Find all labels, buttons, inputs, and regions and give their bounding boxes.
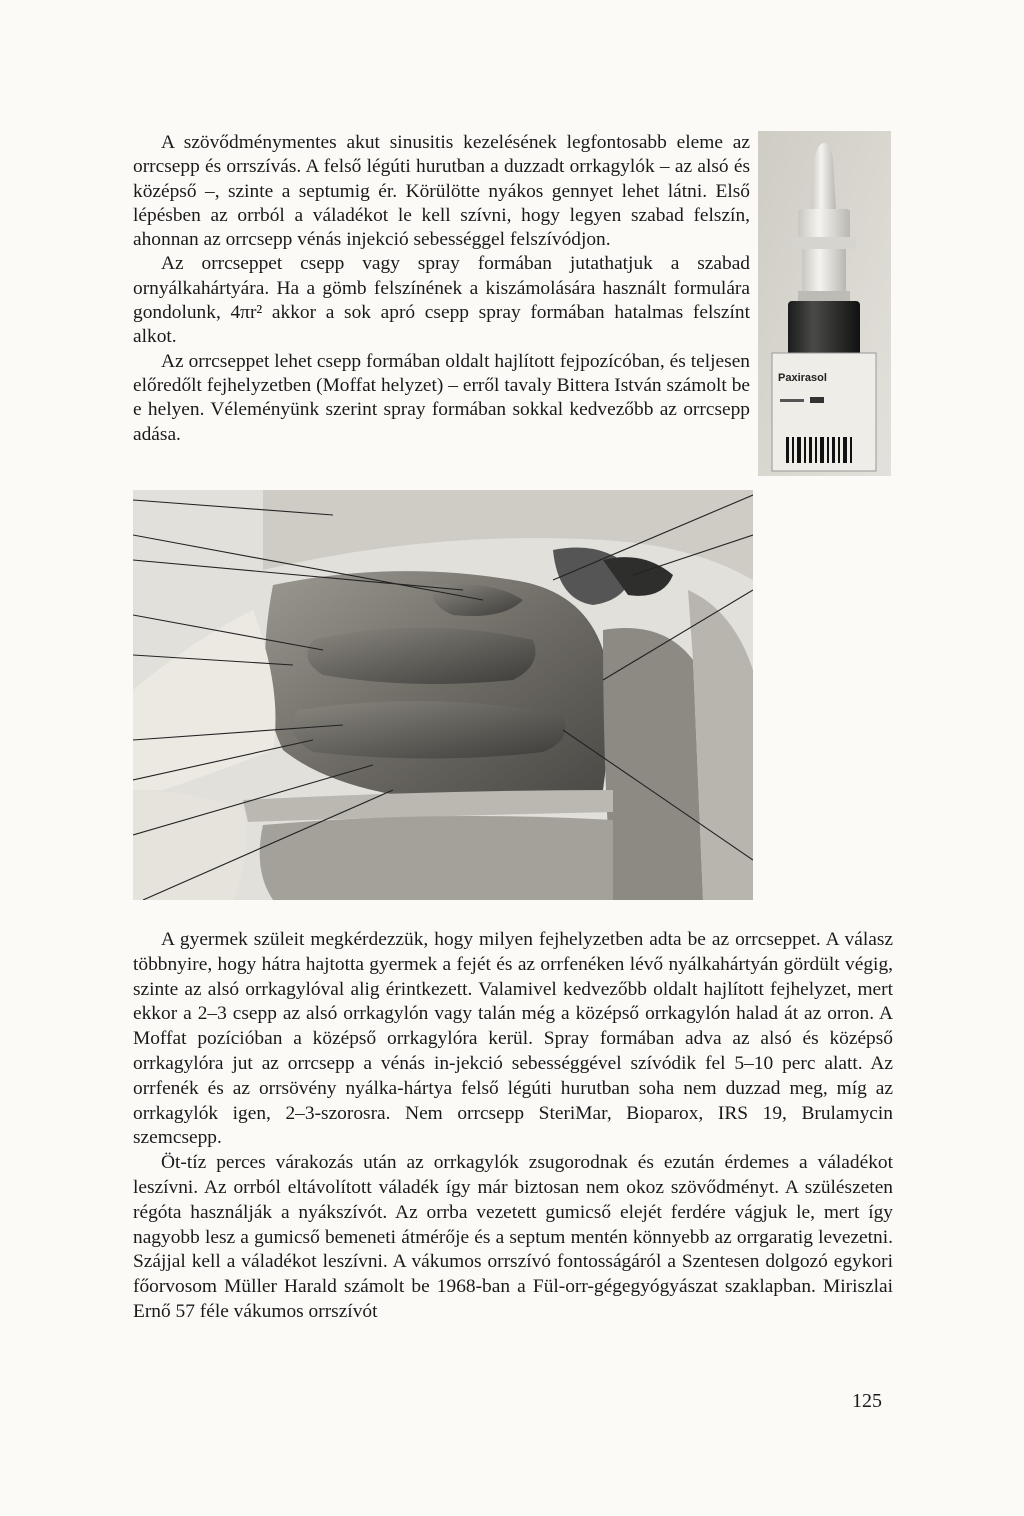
paragraph-sinusitis: A szövődménymentes akut sinusitis kezelésének legfontosabb eleme az orrcsepp és orrszívás. A felső légúti hurutban a duzzadt orrkagylók – az alsó és középső –, szinte a septumig ér. Körülötte nyákos gennyet lehet látni. Első lépésben az orrból a váladékot le kell szívni, hogy legyen szabad felszín, ahonnan az orrcsepp vénás injekció sebességgel felszívódjon. xyxy=(133,132,750,251)
nasal-cavity-anatomy-figure xyxy=(133,490,753,900)
nasal-spray-bottle-illustration xyxy=(758,131,891,476)
paragraph-aspiration: Öt-tíz perces várakozás után az orrkagylók zsugorodnak és ezután érdemes a váladékot leszívni. Az orrból eltávolított váladék így már biztosan nem okoz szövődményt. A szülészeten régóta használják a nyákszívót. Az orrba vezetett gumicső elejét ferdére vágjuk le, mert így nagyobb lesz a gumicső bemeneti átmérője és a septum mentén könnyebb az orrgaratig levezetni. Szájjal kell a váladékot leszívni. A vákumos orrszívó fontosságáról a Szentesen dolgozó egykori főorvosom Müller Harald számolt be 1968-ban a Fül-orr-gégegyógyászat szaklapban. Miriszlai Ernő 57 féle vákumos orrszívót xyxy=(133,1152,893,1322)
sagittal-section-illustration xyxy=(133,490,753,900)
paragraph-parent-question: A gyermek szüleit megkérdezzük, hogy milyen fejhelyzetben adta be az orrcseppet. A válasz többnyire, hogy hátra hajtotta gyermek a fejét és az orrfenéken lévő nyálkahártyán gördült végig, szinte az alsó orrkagylóval alig érintkezett. Valamivel kedvezőbb oldalt hajlított fejhelyzet, mert ekkor a 2–3 csepp az alsó orrkagylón vagy talán még a középső orrkagylón halad át az orron. A Moffat pozícióban a középső orrkagylóra kerül. Spray formában adva az alsó és középső orrkagylóra jut az orrcsepp a vénás in-jekció sebességgével szívódik fel 5–10 perc alatt. Az orrfenék és az orrsövény nyálka-hártya felső légúti hurutban soha nem duzzad meg, míg az orrkagylók igen, 2–3-szorosra. Nem orrcsepp SteriMar, Bioparox, IRS 19, Brulamycin szemcsepp. xyxy=(133,929,893,1149)
page-number: 125 xyxy=(852,1390,882,1412)
paragraph-head-position: Az orrcseppet lehet csepp formában oldalt hajlított fejpozícóban, és teljesen előredőlt fejhelyzetben (Moffat helyzet) – erről tavaly Bittera István számolt be e helyen. Véleményünk szerint spray formában sokkal kedvezőbb az orrcsepp adása. xyxy=(133,350,750,445)
intro-text-block xyxy=(133,131,750,447)
main-text-block xyxy=(133,928,893,1325)
nasal-spray-bottle-photo xyxy=(758,131,891,476)
paragraph-spray-surface: Az orrcseppet csepp vagy spray formában jutathatjuk a szabad ornyálkahártyára. Ha a gömb felszínének a kiszámolására használt formulára gondolunk, 4πr² akkor a sok apró csepp spray formában hatalmas felszínt alkot. xyxy=(133,253,750,348)
bottle-brand-label: Paxirasol xyxy=(778,372,827,384)
